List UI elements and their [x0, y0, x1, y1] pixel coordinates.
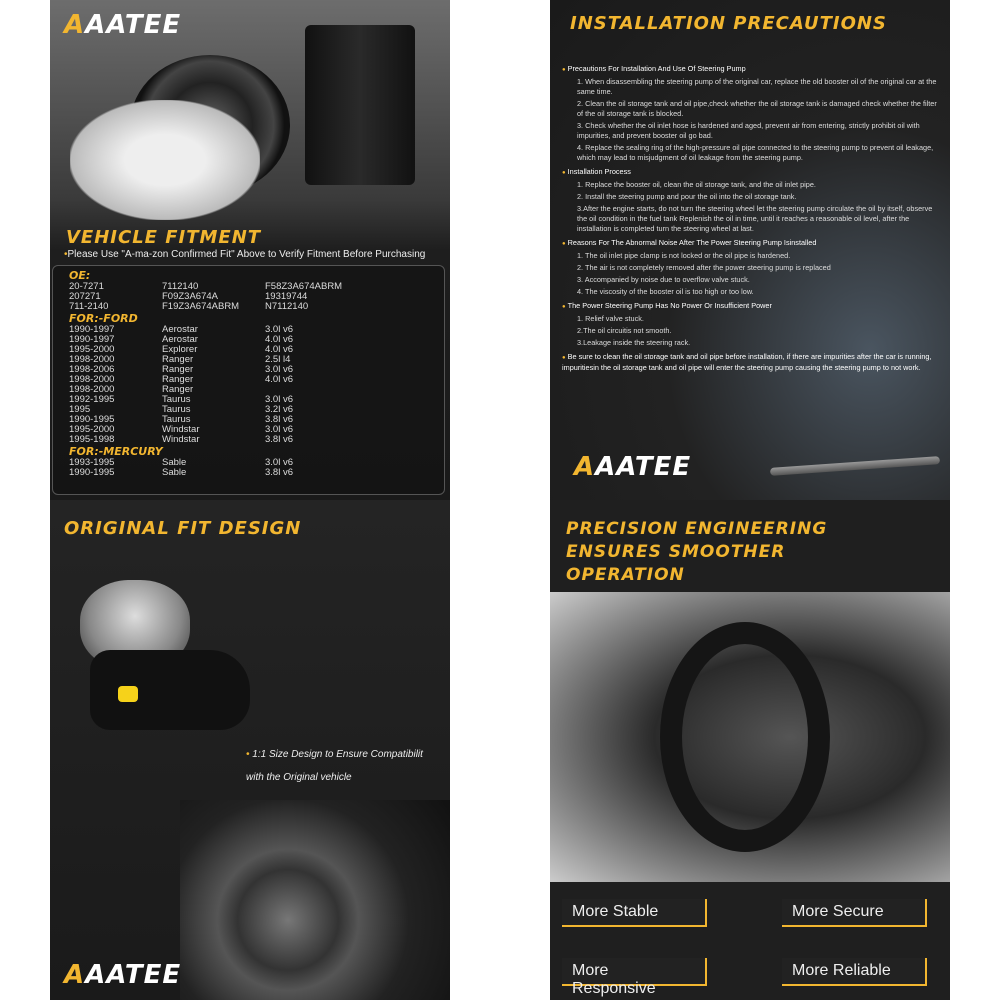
- cell: 1995-1998: [69, 434, 115, 445]
- precaution-heading: ● Installation Process: [562, 167, 942, 178]
- precaution-item: 4. Replace the sealing ring of the high-pressure oil pipe connected to the steering pump to prevent oil leakage, which may lead to misjudgment of oil leakage from the steering pump.: [577, 143, 934, 162]
- fitment-note: •Please Use "A-ma-zon Confirmed Fit" Above to Verify Fitment Before Purchasing: [64, 249, 426, 260]
- brand-logo: AAATEE: [64, 960, 182, 990]
- installation-panel: [550, 0, 950, 500]
- ford-row: [69, 405, 428, 415]
- cell: F19Z3A674ABRM: [162, 301, 240, 312]
- cell: Ranger: [162, 374, 194, 385]
- cell: 19319744: [265, 291, 308, 302]
- cell: 1998-2006: [69, 364, 115, 375]
- ford-row: [69, 365, 428, 375]
- fitment-title: VEHICLE FITMENT: [66, 227, 262, 248]
- cell: 711-2140: [69, 301, 109, 312]
- mercury-row: [69, 458, 428, 468]
- fit-description: • 1:1 Size Design to Ensure Compatibilit with the Original vehicle: [246, 749, 423, 783]
- precaution-item: 1. When disassembling the steering pump of the original car, replace the old booster oil of the original car at the same time.: [577, 77, 937, 96]
- cell: 3.8l v6: [265, 467, 293, 478]
- pump-reservoir: [90, 650, 250, 730]
- ford-row: [69, 395, 428, 405]
- precaution-item: 1. Replace the booster oil, clean the oil storage tank, and the oil inlet pipe.: [577, 180, 816, 189]
- wrench-photo: [770, 456, 940, 476]
- cell: 3.0l v6: [265, 424, 293, 435]
- cell: 1998-2000: [69, 374, 115, 385]
- vehicle-fitment-panel: [50, 0, 450, 500]
- cell: 207271: [69, 291, 101, 302]
- cell: 1995-2000: [69, 424, 115, 435]
- steering-wheel: [660, 622, 830, 852]
- precaution-item: 3.Leakage inside the steering rack.: [577, 338, 691, 347]
- ford-row: [69, 355, 428, 365]
- fitment-table: [52, 265, 445, 495]
- cell: 1993-1995: [69, 457, 115, 468]
- cell: Sable: [162, 467, 187, 478]
- feature-more-secure: More Secure: [782, 899, 927, 927]
- cell: 2.5l l4: [265, 354, 291, 365]
- cell: 3.0l v6: [265, 364, 293, 375]
- precaution-item: 2. Clean the oil storage tank and oil pipe,check whether the oil storage tank is damaged check whether the filter of the oil storage tank is blocked.: [577, 99, 937, 118]
- cell: 4.0l v6: [265, 334, 293, 345]
- cell: 4.0l v6: [265, 374, 293, 385]
- feature-more-responsive: More Responsive: [562, 958, 707, 986]
- oil-cap: [118, 686, 138, 702]
- precaution-heading: ● The Power Steering Pump Has No Power Or Insufficient Power: [562, 301, 942, 312]
- feature-more-stable: More Stable: [562, 899, 707, 927]
- cell: 3.2l v6: [265, 404, 293, 415]
- cell: 3.0l v6: [265, 457, 293, 468]
- cell: Aerostar: [162, 334, 198, 345]
- cell: 1990-1995: [69, 414, 115, 425]
- cell: Taurus: [162, 414, 191, 425]
- ford-row: [69, 415, 428, 425]
- cell: 20-7271: [69, 281, 104, 292]
- oe-heading: OE:: [69, 269, 91, 282]
- steering-wheel-photo: [550, 592, 950, 882]
- precaution-item: 2.The oil circuitis not smooth.: [577, 326, 672, 335]
- precaution-item: 3. Accompanied by noise due to overflow valve stuck.: [577, 275, 750, 284]
- brand-logo: AAATEE: [574, 452, 692, 482]
- oe-row: [69, 292, 428, 302]
- precaution-item: 1. Relief valve stuck.: [577, 314, 644, 323]
- oe-row: [69, 282, 428, 292]
- precautions-list: [562, 60, 942, 373]
- feature-more-reliable: More Reliable: [782, 958, 927, 986]
- mercury-heading: FOR:-MERCURY: [69, 445, 163, 458]
- ford-row: [69, 345, 428, 355]
- engine-photo: [180, 800, 450, 1000]
- install-title: INSTALLATION PRECAUTIONS: [570, 13, 887, 34]
- cell: 3.8l v6: [265, 414, 293, 425]
- precaution-heading: ● Precautions For Installation And Use Of Steering Pump: [562, 64, 942, 75]
- cell: Windstar: [162, 424, 200, 435]
- cell: 4.0l v6: [265, 344, 293, 355]
- cell: 3.0l v6: [265, 394, 293, 405]
- cell: Explorer: [162, 344, 198, 355]
- cell: Aerostar: [162, 324, 198, 335]
- original-fit-panel: [50, 500, 450, 1000]
- cell: Taurus: [162, 404, 191, 415]
- glove-photo: [70, 100, 260, 220]
- precaution-item: 2. The air is not completely removed after the power steering pump is replaced: [577, 263, 831, 272]
- cell: 3.8l v6: [265, 434, 293, 445]
- cell: Ranger: [162, 384, 194, 395]
- ford-row: [69, 425, 428, 435]
- precaution-item: 3. Check whether the oil inlet hose is hardened and aged, prevent air from entering, strictly prohibit oil with impurities, and prevent booster oil go bad.: [577, 121, 920, 140]
- cell: 1995-2000: [69, 344, 115, 355]
- ford-row: [69, 335, 428, 345]
- cell: F09Z3A674A: [162, 291, 218, 302]
- precaution-heading: ● Reasons For The Abnormal Noise After The Power Steering Pump Isinstalled: [562, 238, 942, 249]
- cell: 1990-1995: [69, 467, 115, 478]
- cell: 1992-1995: [69, 394, 115, 405]
- cell: N7112140: [265, 301, 309, 312]
- precaution-heading: ● Be sure to clean the oil storage tank and oil pipe before installation, if there are impurities after the car is running, impuritiesin the oil storage tank and oil pipe will enter the steering pump causing the steering pump to not work.: [562, 352, 942, 373]
- cell: F58Z3A674ABRM: [265, 281, 343, 292]
- precision-title: PRECISION ENGINEERING ENSURES SMOOTHER OPERATION: [566, 519, 828, 585]
- precision-panel: [550, 500, 950, 1000]
- cell: 1990-1997: [69, 334, 115, 345]
- cell: Windstar: [162, 434, 200, 445]
- cell: 1995: [69, 404, 91, 415]
- brand-logo: AAATEE: [64, 10, 182, 40]
- precaution-item: 3.After the engine starts, do not turn the steering wheel let the steering pump circulate the oil by itself, observe the oil condition in the fuel tank Replenish the oil in time, until it reaches a reasonable oil level, after the installation is completed turn the steering wheel at last.: [577, 204, 933, 233]
- fit-title: ORIGINAL FIT DESIGN: [64, 518, 302, 539]
- reservoir-photo: [305, 25, 415, 185]
- cell: Taurus: [162, 394, 191, 405]
- ford-heading: FOR:-FORD: [69, 312, 138, 325]
- ford-row: [69, 375, 428, 385]
- precaution-item: 1. The oil inlet pipe clamp is not locked or the oil pipe is hardened.: [577, 251, 791, 260]
- mercury-row: [69, 468, 428, 478]
- cell: Ranger: [162, 364, 194, 375]
- cell: 1998-2000: [69, 354, 115, 365]
- precaution-item: 4. The viscosity of the booster oil is too high or too low.: [577, 287, 754, 296]
- cell: 1990-1997: [69, 324, 115, 335]
- ford-row: [69, 325, 428, 335]
- ford-row: [69, 435, 428, 445]
- cell: 7112140: [162, 281, 199, 292]
- ford-row: [69, 385, 428, 395]
- cell: Ranger: [162, 354, 194, 365]
- cell: 1998-2000: [69, 384, 115, 395]
- cell: 3.0l v6: [265, 324, 293, 335]
- precaution-item: 2. Install the steering pump and pour the oil into the oil storage tank.: [577, 192, 797, 201]
- oe-row: [69, 302, 428, 312]
- cell: Sable: [162, 457, 187, 468]
